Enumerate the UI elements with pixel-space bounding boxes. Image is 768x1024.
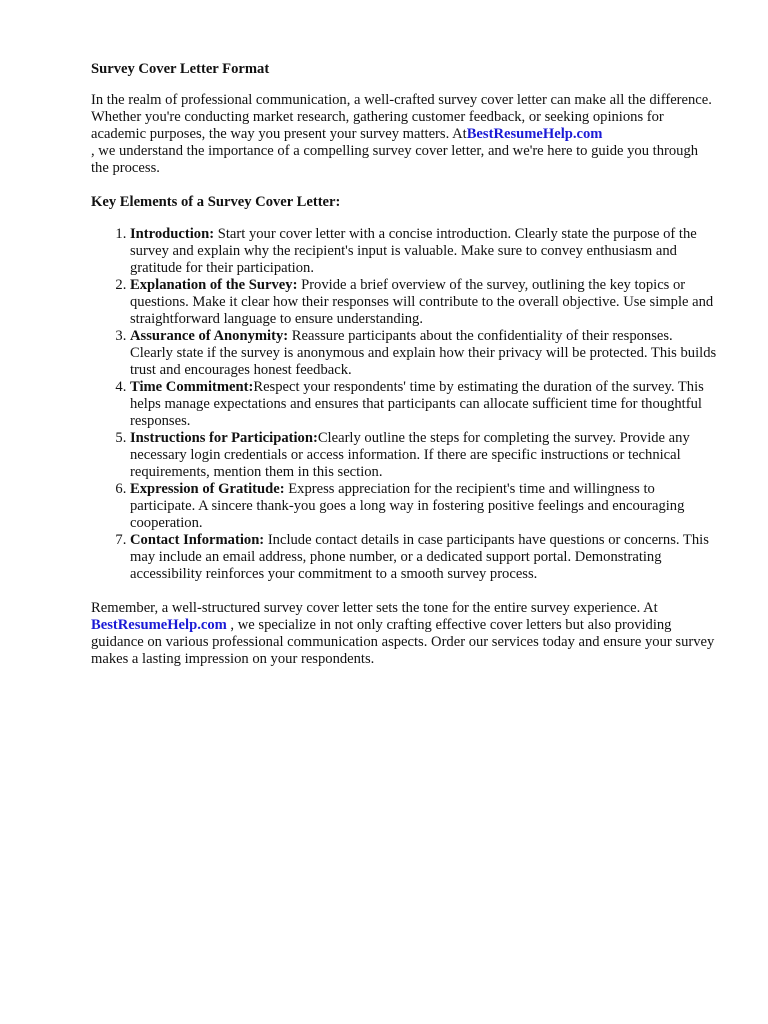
list-item-term: Introduction: [130, 226, 215, 242]
intro-text-after: , we understand the importance of a compelling survey cover letter, and we're here to guide you through the process. [91, 143, 699, 176]
list-item [130, 226, 718, 277]
list-item [130, 430, 718, 481]
list-item-text: Respect your respondents' time by estimating the duration of the survey. This helps manage expectations and ensures that participants can allocate sufficient time for thoughtful responses. [130, 379, 704, 429]
list-item-text: Provide a brief overview of the survey, outlining the key topics or questions. Make it clear how their responses will contribute to the overall objective. Use simple and straightforward language to ensure understanding. [130, 277, 714, 327]
list-item-text: Reassure participants about the confidentiality of their responses. Clearly state if the survey is anonymous and explain how their privacy will be protected. This builds trust and encourages honest feedback. [130, 328, 717, 378]
key-elements-list [91, 226, 718, 583]
closing-paragraph [91, 600, 718, 668]
list-item-term: Time Commitment: [130, 379, 254, 395]
intro-paragraph [91, 92, 718, 177]
document-title: Survey Cover Letter Format [91, 61, 270, 77]
list-item [130, 532, 718, 583]
closing-text-after: , we specialize in not only crafting effective cover letters but also providing guidance on various professional communication aspects. Order our services today and ensure your survey makes a lasting impression on your respondents. [91, 617, 715, 667]
list-item [130, 277, 718, 328]
list-item-text: Include contact details in case participants have questions or concerns. This may include an email address, phone number, or a dedicated support portal. Demonstrating accessibility reinforces your commitment to a smooth survey process. [130, 532, 709, 582]
list-item-term: Instructions for Participation: [130, 430, 318, 446]
intro-website-link[interactable]: BestResumeHelp.com [466, 126, 603, 142]
list-item-text: Start your cover letter with a concise introduction. Clearly state the purpose of the survey and explain why the recipient's input is valuable. Make sure to convey enthusiasm and gratitude for their participation. [130, 226, 697, 276]
closing-website-link[interactable]: BestResumeHelp.com [91, 617, 227, 633]
list-item [130, 481, 718, 532]
list-item [130, 379, 718, 430]
list-item-text: Express appreciation for the recipient's time and willingness to participate. A sincere thank-you goes a long way in fostering positive feelings and encouraging cooperation. [130, 481, 685, 531]
intro-text-before: In the realm of professional communication, a well-crafted survey cover letter can make all the difference. Whether you're conducting market research, gathering customer feedback, or seeking opinions for academic purposes, the way you present your survey matters. At [91, 92, 712, 142]
list-item-term: Contact Information: [130, 532, 265, 548]
list-item [130, 328, 718, 379]
list-item-term: Explanation of the Survey: [130, 277, 298, 293]
section-heading: Key Elements of a Survey Cover Letter: [91, 194, 341, 210]
closing-text-before: Remember, a well-structured survey cover letter sets the tone for the entire survey experience. At [91, 600, 658, 616]
list-item-term: Assurance of Anonymity: [130, 328, 289, 344]
list-item-text: Clearly outline the steps for completing the survey. Provide any necessary login credentials or access information. If there are specific instructions or technical requirements, mention them in this section. [130, 430, 690, 480]
list-item-term: Expression of Gratitude: [130, 481, 285, 497]
